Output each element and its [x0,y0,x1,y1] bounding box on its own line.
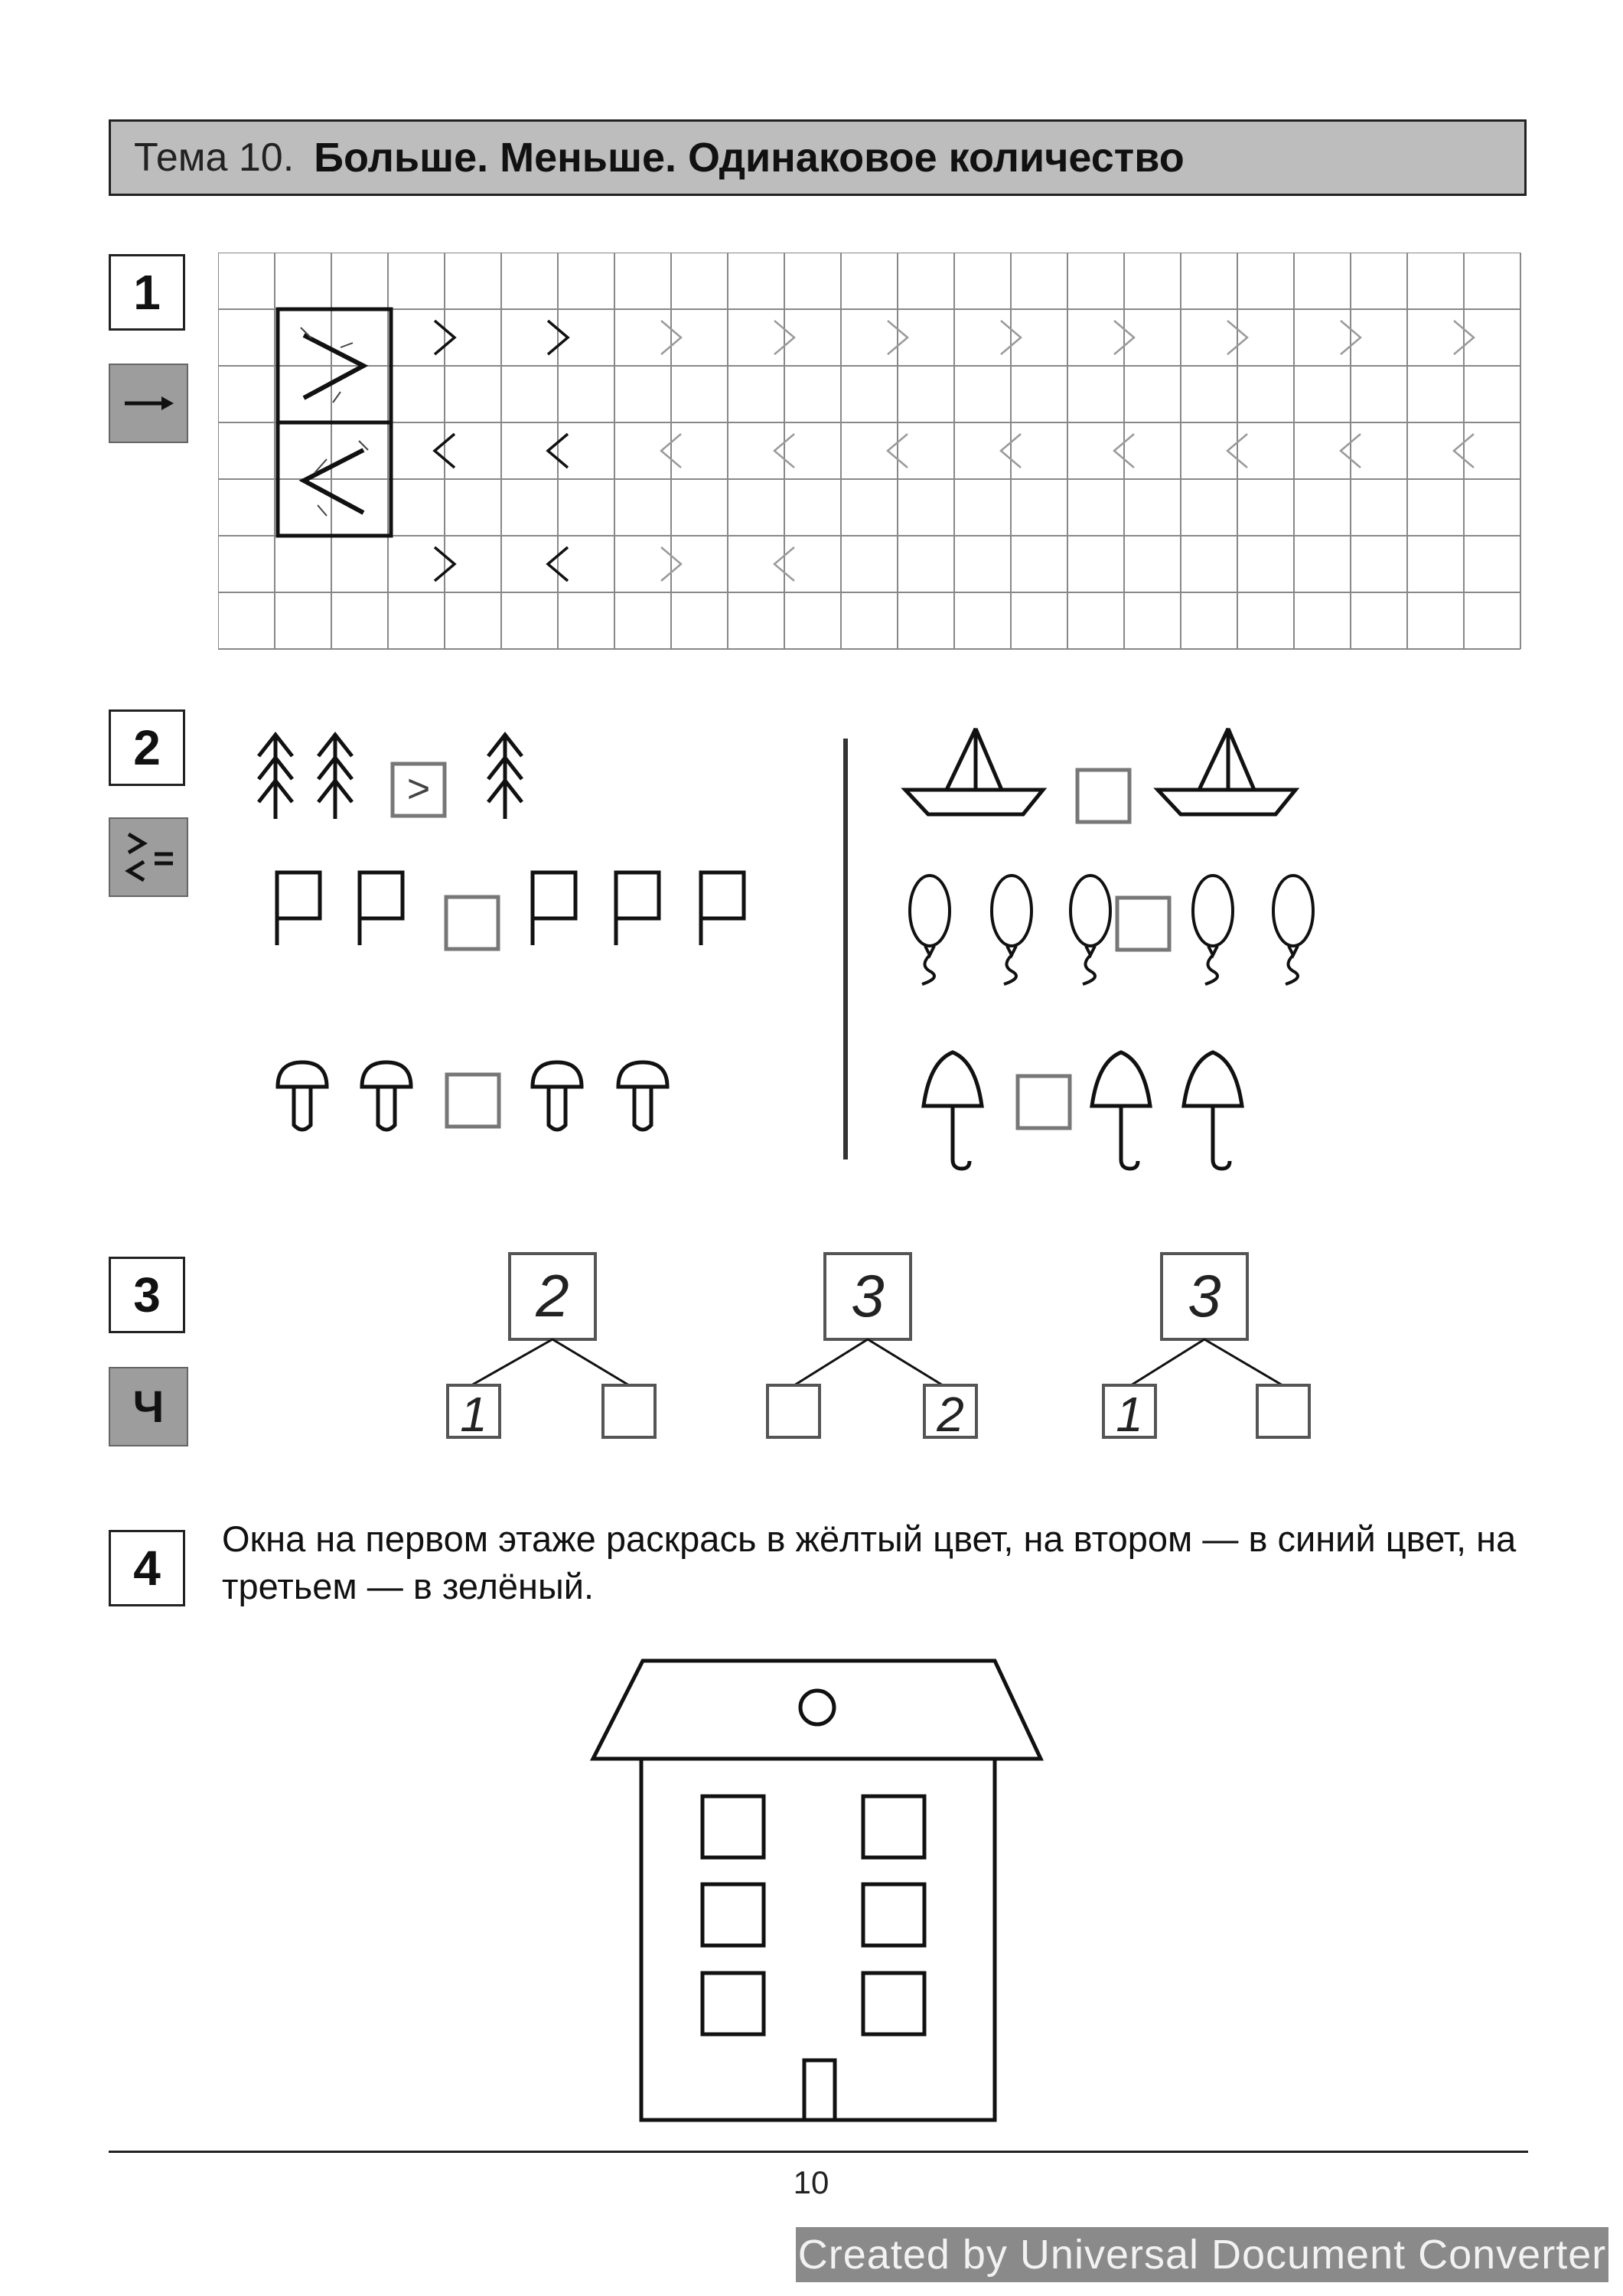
flags-group-right [533,872,744,945]
task3-number-trees [429,1247,1347,1454]
house-roof [593,1661,1041,1759]
number-tree-2 [768,1254,976,1442]
mushrooms-group-right [533,1062,667,1130]
house-drawing [589,1657,1048,2131]
topic-number: Тема 10. [134,135,295,180]
tree2-left-box[interactable] [768,1385,820,1437]
window-floor2-right[interactable] [863,1884,924,1945]
boats-group-right [1158,729,1295,814]
boats-group-left [905,729,1043,814]
tree2-right-number: 2 [937,1387,964,1442]
trees-group-right [488,735,522,819]
converter-watermark: Created by Universal Document Converter [796,2227,1608,2282]
balloons-answer-box[interactable] [1117,898,1169,950]
roof-round-window [800,1691,834,1724]
mushrooms-answer-box[interactable] [447,1075,499,1127]
window-floor1-left[interactable] [702,1973,764,2034]
boats-answer-box[interactable] [1077,770,1129,822]
window-floor3-right[interactable] [863,1796,924,1857]
number-tree-1 [448,1254,655,1442]
topic-title: Больше. Меньше. Одинаковое количество [314,135,1185,181]
tree1-right-box[interactable] [603,1385,655,1437]
flags-group-left [277,872,402,945]
balloons-group-right [1193,876,1313,984]
umbrellas-group-left [924,1052,982,1169]
flags-answer-box[interactable] [446,897,498,949]
umbrellas-answer-box[interactable] [1018,1076,1070,1128]
trees-group-left [259,735,352,819]
tree1-left-number: 1 [460,1387,487,1442]
task-2-number: 2 [109,709,185,786]
topic-header [109,119,1527,196]
task-3-number: 3 [109,1257,185,1333]
number-composition-icon: Ч [109,1367,188,1446]
page-number: 10 [793,2164,829,2200]
task-4-number: 4 [109,1530,185,1606]
tree3-right-box[interactable] [1257,1385,1309,1437]
house-door [804,2060,835,2120]
mushrooms-group-left [278,1062,411,1130]
umbrellas-group-right [1092,1052,1242,1169]
trees-answer-sign: > [406,767,431,811]
house-wall [641,1759,995,2120]
task2-comparison-area [230,719,1377,1179]
window-floor1-right[interactable] [863,1973,924,2034]
task-1-number: 1 [109,254,185,331]
tree3-top-number: 3 [1188,1262,1221,1329]
compare-signs-icon [109,817,188,897]
window-floor3-left[interactable] [702,1796,764,1857]
window-floor2-left[interactable] [702,1884,764,1945]
tree1-top-number: 2 [536,1262,569,1329]
tree2-top-number: 3 [851,1262,885,1329]
tree3-left-number: 1 [1116,1387,1143,1442]
number-tree-3 [1103,1254,1309,1442]
balloons-group-left [910,876,1110,984]
task4-instruction: Окна на первом этаже раскрась в жёлтый цвет, на втором — в синий цвет, на третьем — в зелёный. [222,1518,1517,1606]
arrow-right-icon [109,364,188,443]
task1-grid [218,253,1528,652]
sample-less-sign [304,450,363,513]
footer-rule [109,2151,1528,2153]
